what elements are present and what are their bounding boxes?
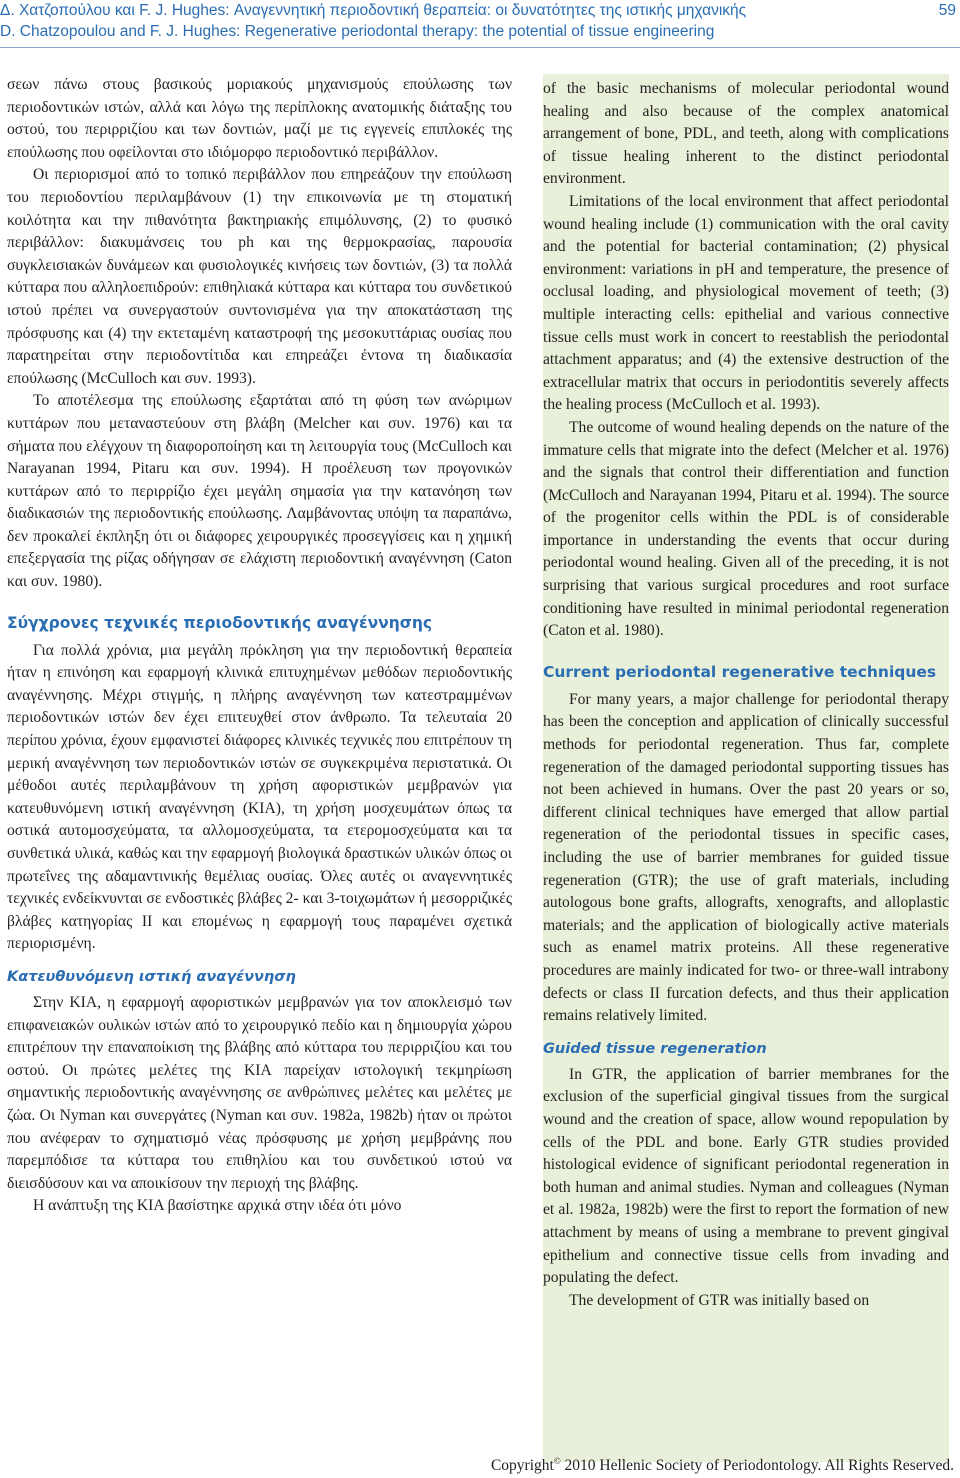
- english-paragraph-2: Limitations of the local environment that affect periodontal wound healing include (1) communication with the oral cavity and the potential for bacterial contamination; (2) physical environment: variations in pH and temperature, the presence of occlusal loading, and physiological movement of teeth; (3) multiple interacting cells: epithelial and various connective tissue cells must work in concert to reestablish the periodontal attachment apparatus; and (4) the extensive destruction of the extracellular matrix that occurs in periodontitis severely affects the healing process (McCulloch et al. 1993).: [543, 192, 949, 414]
- header-divider: [0, 47, 960, 48]
- greek-subsection-heading: Κατευθυνόμενη ιστική αναγέννηση: [7, 968, 296, 985]
- running-header: [0, 0, 960, 48]
- greek-paragraph-5: Στην ΚΙΑ, η εφαρμογή αφοριστικών μεμβρανών για τον αποκλεισμό των επιφανειακών ουλικών ιστών από το χειρουργικό πεδίο και η δημιουργία χώρου επιτρέπουν την επαναποίκιση της βλάβης από κύτταρα του περιρριζίου και του οστού. Οι πρώτες μελέτες της ΚΙΑ παρείχαν ιστολογική τεκμηρίωση σημαντικής περιοδοντικής αναγέννησης σε ανθρώπινες μελέτες και μελέτες με ζώα. Οι Nyman και συνεργάτες (Nyman και συν. 1982a, 1982b) ήταν οι πρώτοι που ανέφεραν το σχηματισμό νέας πρόσφυσης με χρήση μεμβράνης που παρεμπόδισε τα κύτταρα του επιθηλίου και του συνδετικού ιστού να διεισδύσουν και να αποικίσουν την περιοχή της βλάβης.: [7, 993, 512, 1192]
- greek-paragraph-3: Το αποτέλεσμα της επούλωσης εξαρτάται από τη φύση των ανώριμων κυττάρων που μεταναστεύουν στη βλάβη (Melcher και συν. 1976) και τα σήματα που ελέγχουν τη διαφοροποίηση και τη λειτουργία τους (McCulloch και Narayanan 1994, Pitaru και συν. 1994). Η προέλευση των προγονικών κυττάρων από το περιρρίζιο έχει μεγάλη σημασία για την κατανόηση των διαδικασιών της περιοδοντικής επούλωσης. Λαμβάνοντας υπόψη τα παραπάνω, δεν προκαλεί έκπληξη ότι οι διάφορες χειρουργικές προσεγγίσεις και η χημική επεξεργασία της ρίζας οδήγησαν σε ελάχιστη περιοδοντική αναγέννηση (Caton και συν. 1980).: [7, 392, 512, 591]
- copyright-symbol: ©: [553, 1456, 561, 1466]
- greek-paragraph-1: σεων πάνω στους βασικούς μοριακούς μηχανισμούς επούλωσης των περιοδοντικών ιστών, αλλά και λόγω της περίπλοκης ανατομικής διάταξης του οστού, του περιρριζίου και των δοντιών, μαζί με τις εγγενείς επιπλοκές της επούλωσης που οφείλονται στο ιδιόμορφο περιοδοντικό περιβάλλον.: [7, 76, 512, 161]
- greek-column: [7, 74, 512, 1218]
- copyright-footer: [491, 1456, 954, 1475]
- copyright-text: 2010 Hellenic Society of Periodontology. All Rights Reserved.: [564, 1457, 954, 1475]
- english-section-heading: Current periodontal regenerative techniques: [543, 662, 937, 681]
- english-paragraph-1: of the basic mechanisms of molecular periodontal wound healing and also because of the complex anatomical arrangement of bone, PDL, and teeth, along with complications of tissue healing inherent to the distinct periodontal environment.: [543, 80, 949, 188]
- greek-paragraph-6: Η ανάπτυξη της ΚΙΑ βασίστηκε αρχικά στην ιδέα ότι μόνο: [33, 1197, 402, 1215]
- english-paragraph-5: In GTR, the application of barrier membranes for the exclusion of the superficial gingival tissues from the surgical wound and the creation of space, allow wound repopulation by cells of the PDL and bone. Early GTR studies provided histological evidence of significant periodontal regeneration in both human and animal studies. Nyman and colleagues (Nyman et al. 1982a, 1982b) were the first to report the formation of new attachment by means of using a membrane to prevent gingival epithelium and connective tissue cells from invading and populating the defect.: [543, 1065, 949, 1287]
- page-number: 59: [938, 2, 956, 19]
- greek-section-heading: Σύγχρονες τεχνικές περιοδοντικής αναγέννησης: [7, 613, 433, 632]
- english-paragraph-3: The outcome of wound healing depends on the nature of the immature cells that migrate into the defect (Melcher et al. 1976) and the signals that control their differentiation and function (McCulloch and Narayanan 1994, Pitaru et al. 1994). The source of the progenitor cells within the PDL is of considerable importance in understanding the events that occur during periodontal wound healing. Given all of the preceding, it is not surprising that various surgical procedures and root surface conditioning have resulted in minimal periodontal regeneration (Caton et al. 1980).: [543, 418, 949, 640]
- greek-paragraph-4: Για πολλά χρόνια, μια μεγάλη πρόκληση για την περιοδοντική θεραπεία ήταν η επινόηση και εφαρμογή κλινικά επιτυχημένων μεθόδων περιοδοντικής αναγέννησης. Μέχρι στιγμής, η πλήρης αναγέννηση των κατεστραμμένων περιοδοντικών ιστών δεν έχει επιτευχθεί στον άνθρωπο. Τα τελευταία 20 περίπου χρόνια, έχουν εμφανιστεί διάφορες κλινικές τεχνικές που επιτρέπουν τη μερική αναγέννηση των περιοδοντικών ιστών σε συγκεκριμένα περιστατικά. Οι μέθοδοι αυτές περιλαμβάνουν τη χρήση αφοριστικών μεμβρανών για κατευθυνόμενη ιστική αναγέννηση (ΚΙΑ), τη χρήση μοσχευμάτων όπως τα οστικά αυτομοσχεύματα, τα αλλομοσχεύματα, τα ετερομοσχεύματα και τα συνθετικά υλικά, καθώς και την εφαρμογή βιολογικά δραστικών υλικών όπως οι πρωτεΐνες της αδαμαντινικής θεμέλιας ουσίας. Όλες αυτές οι αναγεννητικές τεχνικές ενδείκνυνται σε ενδοστικές βλάβες 2- και 3-τοιχωμάτων ή μεσορριζικές βλάβες κατηγορίας ΙΙ και επομένως η εφαρμογή τους παραμένει σχετικά περιορισμένη.: [7, 641, 512, 953]
- english-paragraph-6: The development of GTR was initially based on: [569, 1291, 870, 1309]
- english-paragraph-4: For many years, a major challenge for periodontal therapy has been the conception and application of clinically successful methods for periodontal regeneration. Thus far, complete regeneration of the damaged periodontal supporting tissues has not been achieved in humans. Over the past 20 years or so, different clinical techniques have emerged that allow partial regeneration of the periodontal tissues in specific cases, including the use of barrier membranes for guided tissue regeneration (GTR); the use of graft materials, including autologous bone grafts, allografts, xenografts, and alloplastic materials; and the application of biologically active materials such as enamel matrix proteins. All these regenerative procedures are mainly indicated for two- or three-wall intrabony defects or class II furcation defects, and thus their application remains relatively limited.: [543, 690, 949, 1025]
- greek-paragraph-2: Οι περιορισμοί από το τοπικό περιβάλλον που επηρεάζουν την επούλωση του περιοδοντίου περιλαμβάνουν (1) την επικοινωνία με τη στοματική κοιλότητα και την πιθανότητα βακτηριακής επιμόλυνσης, (2) το φυσικό περιβάλλον: διακυμάνσεις του ph και της θερμοκρασίας, παρουσία συγκλεισιακών δυνάμεων και φυσιολογικές κινήσεις των δοντιών, (3) τα πολλά κύτταρα που αλληλοεπιδρούν: επιθηλιακά κύτταρα και κύτταρα του συνδετικού ιστού πρέπει να συνεργαστούν συντονισμένα για την αποκατάσταση της πρόσφυσης και (4) την εκτεταμένη καταστροφή της μεσοκυττάριας ουσίας που παρατηρείται στην περιοδοντίτιδα και επηρεάζει έντονα τη διαδικασία επούλωσης (McCulloch και συν. 1993).: [7, 166, 512, 387]
- copyright-label: Copyright: [490, 1457, 554, 1475]
- running-header-greek: Δ. Χατζοπούλου και F. J. Hughes: Αναγεννητική περιοδοντική θεραπεία: οι δυνατότητες της ιστικής μηχανικής: [0, 2, 747, 19]
- english-column: [543, 74, 949, 1462]
- english-subsection-heading: Guided tissue regeneration: [543, 1040, 767, 1057]
- running-header-english: D. Chatzopoulou and F. J. Hughes: Regenerative periodontal therapy: the potential of tissue engineering: [0, 23, 715, 40]
